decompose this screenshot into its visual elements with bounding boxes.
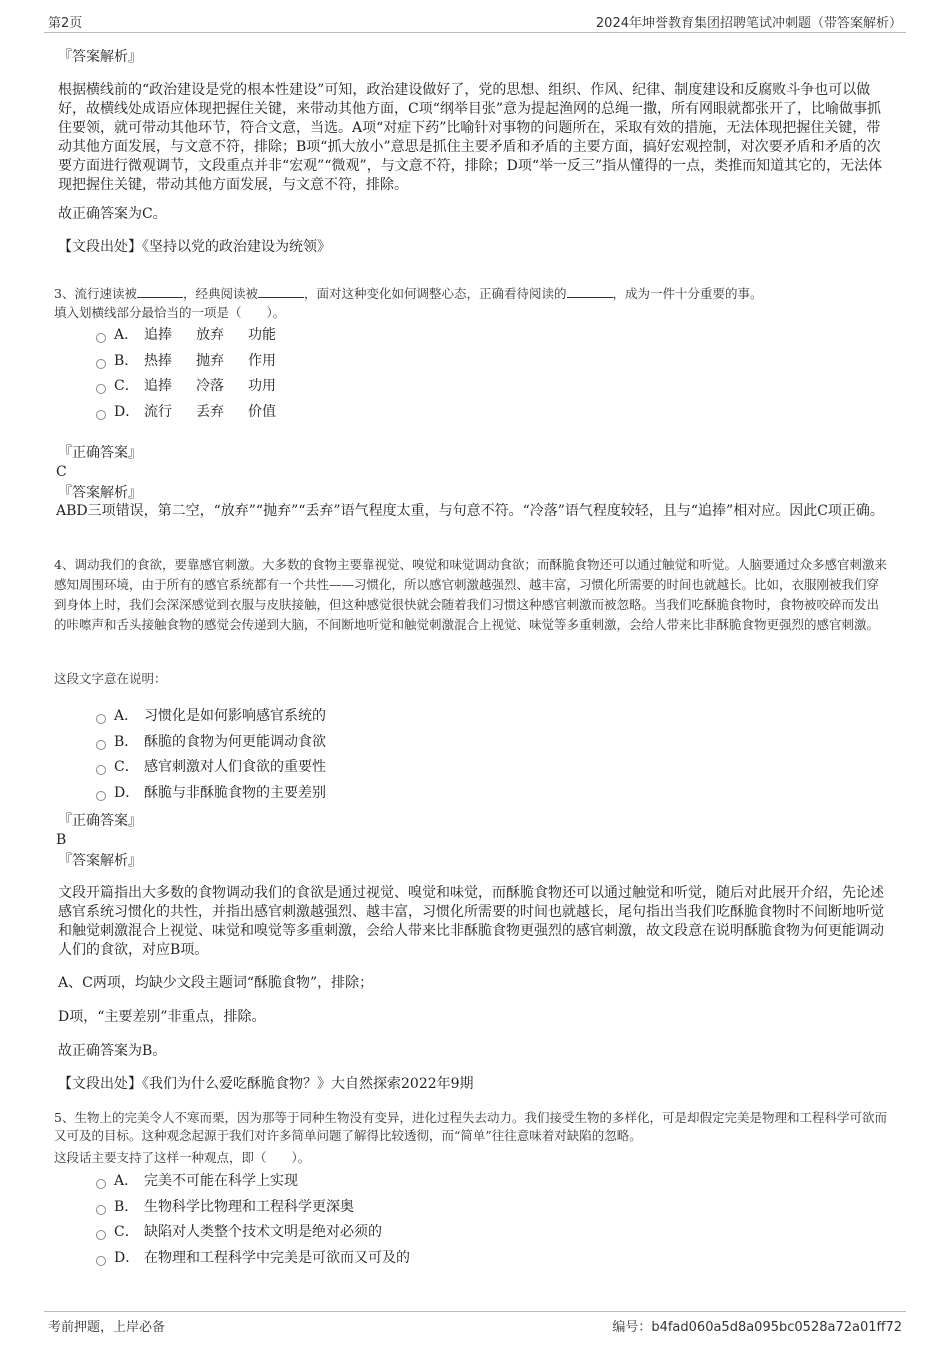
q4-analysis-label: 『答案解析』 [58,853,142,869]
radio-icon[interactable] [96,791,106,801]
radio-icon[interactable] [96,1256,106,1266]
q3-blank-1 [137,285,183,298]
q4-options [96,703,326,806]
q5-prompt: 这段话主要支持了这样一种观点，即（ ）。 [54,1150,311,1165]
q3-blank-2 [258,285,304,298]
q4-option-b[interactable]: B． 酥脆的食物为何更能调动食欲 [96,729,326,755]
radio-icon[interactable] [96,359,106,369]
page-header [44,10,906,33]
radio-icon[interactable] [96,1230,106,1240]
q4-stem: 4、调动我们的食欲，要靠感官刺激。大多数的食物主要靠视觉、嗅觉和味觉调动食欲；而酥脆食物还可以通过触觉和听觉。人脑要通过众多感官刺激来感知周围环境，由于所有的感官系统都有一个共性——习惯化，所以感官刺激越强烈、越丰富，习惯化所需要的时间也就越长。比如，衣服刚被我们穿到身体上时，我们会深深感觉到衣服与皮肤接触，但这种感觉很快就会随着我们习惯这种感官刺激而被忽略。当我们吃酥脆食物时，食物被咬碎而发出的咔嚓声和舌头接触食物的感觉会传递到大脑，不间断地听觉和触觉刺激混合上视觉、味觉等多重刺激，会给人带来比非酥脆食物更强烈的感官刺激。 [54,557,887,632]
q3-option-b[interactable]: B． 热捧 抛弃 作用 [96,348,300,374]
q3-option-c[interactable]: C． 追捧 冷落 功用 [96,373,300,399]
q4-option-d[interactable]: D． 酥脆与非酥脆食物的主要差别 [96,780,326,806]
radio-icon[interactable] [96,1205,106,1215]
q5-options [96,1168,410,1271]
radio-icon[interactable] [96,765,106,775]
q4-answer-label: 『正确答案』 [58,813,142,829]
q4-option-a[interactable]: A． 习惯化是如何影响感官系统的 [96,703,326,729]
q5-option-b[interactable]: B． 生物科学比物理和工程科学更深奥 [96,1194,410,1220]
q5-option-d[interactable]: D． 在物理和工程科学中完美是可欲而又可及的 [96,1245,410,1271]
q4-conclusion: 故正确答案为B。 [58,1043,167,1059]
q3-options [96,322,300,425]
q3-answer: C [56,464,67,480]
q2-analysis-text: 根据横线前的“政治建设是党的根本性建设”可知，政治建设做好了，党的思想、组织、作风、纪律、制度建设和反腐败斗争也可以做好，故横线处成语应体现把握住关键，来带动其他方面，C项“纲举目张”意为提起渔网的总绳一撒，所有网眼就都张开了，比喻做事抓住要领，就可带动其他环节，符合文意，当选。A项“对症下药”比喻针对事物的问题所在，采取有效的措施，无法体现把握住关键，带动其他方面发展，与文意不符，排除；B项“抓大放小”意思是抓住主要矛盾和矛盾的主要方面，搞好宏观控制，对次要矛盾和矛盾的次要方面进行微观调节，文段重点并非“宏观”“微观”，与文意不符，排除；D项“举一反三”指从懂得的一点，类推而知道其它的，无法体现把握住关键，带动其他方面发展，与文意不符，排除。 [58,82,883,193]
radio-icon[interactable] [96,714,106,724]
q2-conclusion: 故正确答案为C。 [58,206,167,222]
radio-icon[interactable] [96,1179,106,1189]
q5-option-c[interactable]: C． 缺陷对人类整个技术文明是绝对必须的 [96,1219,410,1245]
q4-analysis-text: 文段开篇指出大多数的食物调动我们的食欲是通过视觉、嗅觉和味觉，而酥脆食物还可以通过触觉和听觉，随后对此展开介绍，先论述感官系统习惯化的共性，并指出感官刺激越强烈、越丰富，习惯化所需要的时间也就越长，尾句指出当我们吃酥脆食物时不间断地听觉和触觉刺激混合上视觉、味觉和嗅觉等多重刺激，会给人带来比非酥脆食物更强烈的感官刺激，故文段意在说明酥脆食物为何更能调动人们的食欲，对应B项。 [58,885,884,958]
page-footer [44,1311,906,1338]
q5-option-a[interactable]: A． 完美不可能在科学上实现 [96,1168,410,1194]
q3-option-a[interactable]: A． 追捧 放弃 功能 [96,322,300,348]
document-title: 2024年坤誉教育集团招聘笔试冲刺题（带答案解析） [595,16,902,31]
document-id: 编号：b4fad060a5d8a095bc0528a72a01ff72 [612,1320,902,1335]
q2-source: 【文段出处】《坚持以党的政治建设为统领》 [58,239,331,255]
q3-option-d[interactable]: D． 流行 丢弃 价值 [96,399,300,425]
radio-icon[interactable] [96,740,106,750]
q4-exclusion-2: D项，“主要差别”非重点，排除。 [58,1009,266,1025]
q3-blank-3 [567,285,613,298]
q3-answer-label: 『正确答案』 [58,445,142,461]
q3-analysis-text: ABD三项错误，第二空，“放弃”“抛弃”“丢弃”语气程度太重，与句意不符。“冷落”语气程度较轻，且与“追捧”相对应。因此C项正确。 [56,503,884,519]
q4-option-c[interactable]: C． 感官刺激对人们食欲的重要性 [96,754,326,780]
radio-icon[interactable] [96,384,106,394]
footer-slogan: 考前押题，上岸必备 [48,1320,166,1335]
page-number: 第2页 [48,16,83,31]
q4-answer: B [56,832,67,848]
q4-source: 【文段出处】《我们为什么爱吃酥脆食物？》大自然探索2022年9期 [58,1076,474,1092]
radio-icon[interactable] [96,410,106,420]
q5-stem: 5、生物上的完美令人不寒而栗，因为那等于同种生物没有变异，进化过程失去动力。我们接受生物的多样化，可是却假定完美是物理和工程科学可欲而又可及的目标。这种观念起源于我们对许多简单问题了解得比较透彻，而“简单”往往意味着对缺陷的忽略。 [54,1110,887,1143]
q4-prompt: 这段文字意在说明： [54,671,167,686]
q2-analysis-label: 『答案解析』 [58,49,142,65]
q4-exclusion-1: A、C两项，均缺少文段主题词“酥脆食物”，排除； [58,975,374,991]
q3-stem: 3、流行速读被 ，经典阅读被 ，面对这种变化如何调整心态，正确看待阅读的 ，成为一件十分重要的事。 [54,286,763,301]
radio-icon[interactable] [96,333,106,343]
q3-analysis-label: 『答案解析』 [58,485,142,501]
q3-prompt: 填入划横线部分最恰当的一项是（ ）。 [54,305,286,320]
